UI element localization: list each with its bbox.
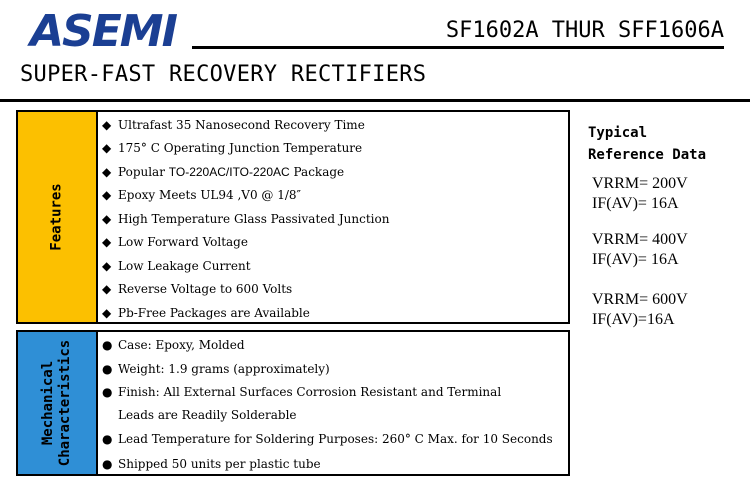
list-item xyxy=(102,408,297,422)
circle-icon: ● xyxy=(102,362,113,376)
list-item-text: Epoxy Meets UL94 ,V0 @ 1/8″ xyxy=(118,188,302,202)
list-item-continuation: Leads are Readily Solderable xyxy=(118,408,297,422)
features-sidebar xyxy=(18,112,98,322)
mechanical-heading-line1: Mechanical xyxy=(40,360,56,446)
package-name: TO-220AC/ITO-220AC xyxy=(168,165,290,179)
title-rule xyxy=(0,99,750,102)
diamond-icon: ◆ xyxy=(102,235,112,249)
list-item-text: High Temperature Glass Passivated Junction xyxy=(118,212,390,226)
page-title: SUPER-FAST RECOVERY RECTIFIERS xyxy=(20,62,427,87)
list-item-text: Weight: 1.9 grams (approximately) xyxy=(118,362,330,376)
list-item-text: Reverse Voltage to 600 Volts xyxy=(118,282,293,296)
diamond-icon: ◆ xyxy=(102,141,112,155)
list-item xyxy=(102,118,365,132)
list-item-text: Finish: All External Surfaces Corrosion Resistant and Terminal xyxy=(118,385,502,399)
if-value: IF(AV)= 16A xyxy=(592,251,679,268)
if-value: IF(AV)= 16A xyxy=(592,195,679,212)
list-item xyxy=(102,212,389,226)
vrrm-value: VRRM= 400V xyxy=(592,231,688,248)
mechanical-section xyxy=(16,330,570,476)
reference-title-line1: Typical xyxy=(588,125,648,141)
mechanical-heading-line2: Characteristics xyxy=(57,339,73,467)
mechanical-sidebar xyxy=(18,332,98,474)
reference-group xyxy=(592,290,688,330)
list-item xyxy=(102,282,292,296)
diamond-icon: ◆ xyxy=(102,259,112,273)
list-item xyxy=(102,362,330,376)
list-item-text: Ultrafast 35 Nanosecond Recovery Time xyxy=(118,118,365,132)
features-section xyxy=(16,110,570,324)
part-numbers: SF1602A THUR SFF1606A xyxy=(445,18,724,43)
list-item xyxy=(102,141,362,155)
if-value: IF(AV)=16A xyxy=(592,311,675,328)
diamond-icon: ◆ xyxy=(102,306,112,320)
circle-icon: ● xyxy=(102,338,113,352)
list-item-text: Lead Temperature for Soldering Purposes: 260° C Max. for 10 Seconds xyxy=(118,432,553,446)
list-item xyxy=(102,306,310,320)
list-item xyxy=(102,457,321,471)
diamond-icon: ◆ xyxy=(102,165,112,179)
list-item-text: Low Leakage Current xyxy=(118,259,251,273)
list-item xyxy=(102,338,245,352)
reference-heading xyxy=(588,122,706,166)
reference-group xyxy=(592,174,688,214)
vrrm-value: VRRM= 200V xyxy=(592,175,688,192)
list-item-text: Low Forward Voltage xyxy=(118,235,248,249)
list-item xyxy=(102,432,553,446)
list-item-text: Case: Epoxy, Molded xyxy=(118,338,245,352)
diamond-icon: ◆ xyxy=(102,188,112,202)
list-item-text: Package xyxy=(289,165,345,179)
reference-group xyxy=(592,230,688,270)
mechanical-heading xyxy=(40,340,74,466)
list-item-text: 175° C Operating Junction Temperature xyxy=(118,141,363,155)
list-item xyxy=(102,235,248,249)
reference-title-line2: Reference Data xyxy=(588,147,707,163)
brand-logo: ASEMI xyxy=(30,6,176,57)
list-item xyxy=(102,165,344,179)
diamond-icon: ◆ xyxy=(102,118,112,132)
diamond-icon: ◆ xyxy=(102,212,112,226)
list-item-text: Popular xyxy=(118,165,169,179)
circle-icon: ● xyxy=(102,385,113,399)
list-item-text: Pb-Free Packages are Available xyxy=(118,306,310,320)
vrrm-value: VRRM= 600V xyxy=(592,291,688,308)
list-item-text: Shipped 50 units per plastic tube xyxy=(118,457,321,471)
features-heading: Features xyxy=(48,183,65,251)
header-rule xyxy=(192,46,724,49)
circle-icon: ● xyxy=(102,432,113,446)
list-item xyxy=(102,188,301,202)
list-item xyxy=(102,385,501,399)
diamond-icon: ◆ xyxy=(102,282,112,296)
list-item xyxy=(102,259,251,273)
circle-icon: ● xyxy=(102,457,113,471)
